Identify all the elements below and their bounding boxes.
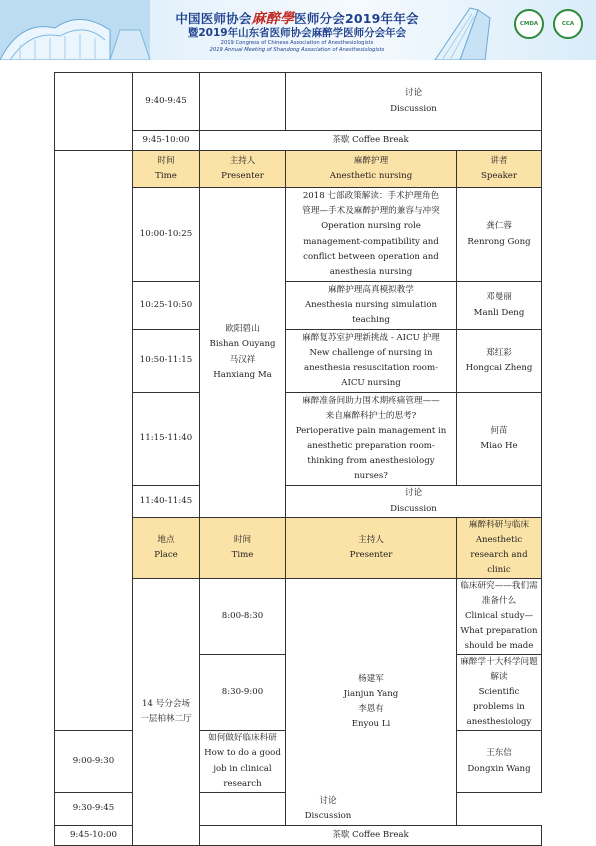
place-cell: 14 号分会场 一层柏林二厅 — [133, 579, 200, 845]
speaker-cell: 何苗 Miao He — [457, 393, 542, 486]
time-cell: 10:25-10:50 — [133, 282, 200, 330]
header-topic: 麻醉科研与临床 Anesthetic research and clinic — [457, 518, 542, 579]
session-header-row — [55, 151, 542, 188]
time-cell: 11:15-11:40 — [133, 393, 200, 486]
discussion-cell: 讨论 Discussion — [200, 792, 457, 825]
header-presenter: 主持人 Presenter — [200, 151, 286, 188]
chairs-cell: 欧阳碧山 Bishan Ouyang 马汉祥 Hanxiang Ma — [200, 188, 286, 518]
header-time: 时间 Time — [133, 151, 200, 188]
cmda-logo: CMDA — [514, 9, 544, 39]
tea-break-cell: 茶歇 Coffee Break — [200, 825, 542, 845]
schedule-table — [54, 72, 542, 846]
topic-cell: 2018 七部政策解读：手术护理角色 管理—手术及麻醉护理的兼容与冲突 Operation nursing role management-compatibility and conflict between operation and anesthesia nursing — [286, 188, 457, 282]
conference-banner — [0, 0, 596, 60]
banner-english-line1: 2019 Congress of Chinese Association of Anesthesiologists — [220, 40, 374, 46]
topic-cell: 麻醉护理高真模拟教学 Anesthesia nursing simulation teaching — [286, 282, 457, 330]
time-cell: 9:30-9:45 — [55, 792, 133, 825]
discussion-cell: 讨论 Discussion — [286, 73, 542, 131]
time-cell: 9:00-9:30 — [55, 731, 133, 792]
chairs-cell: 杨建军 Jianjun Yang 李恩有 Enyou Li — [286, 579, 457, 825]
header-time: 时间 Time — [200, 518, 286, 579]
time-cell: 10:00-10:25 — [133, 188, 200, 282]
table-row — [55, 73, 542, 131]
header-presenter: 主持人 Presenter — [286, 518, 457, 579]
banner-english-line2: 2019 Annual Meeting of Shandong Association of Anesthesiologists — [209, 47, 385, 53]
header-speaker: 讲者 Speaker — [457, 151, 542, 188]
topic-cell: 麻醉复苏室护理新挑战 - AICU 护理 New challenge of nursing in anesthesia resuscitation room- AICU nursing — [286, 330, 457, 393]
topic-cell: 麻醉学十大科学问题解读 Scientific problems in anesthesiology — [457, 655, 542, 731]
banner-subtitle: 暨2019年山东省医师协会麻醉学医师分会年会 — [187, 27, 407, 39]
speaker-cell: 郑红彩 Hongcai Zheng — [457, 330, 542, 393]
place-cell-empty — [55, 151, 133, 731]
tea-break-cell: 茶歇 Coffee Break — [200, 131, 542, 151]
time-cell: 9:45-10:00 — [133, 131, 200, 151]
topic-cell: 临床研究——我们需准备什么 Clinical study—What preparation should be made — [457, 579, 542, 655]
discussion-cell: 讨论 Discussion — [286, 486, 542, 518]
table-row — [55, 792, 542, 825]
convention-center-illustration — [0, 0, 150, 60]
header-topic: 麻醉护理 Anesthetic nursing — [286, 151, 457, 188]
time-cell: 8:30-9:00 — [200, 655, 286, 731]
time-cell: 9:45-10:00 — [55, 825, 133, 845]
topic-cell: 如何做好临床科研 How to do a good job in clinical research — [200, 731, 286, 792]
presenter-cell-empty — [200, 73, 286, 131]
banner-title: 中国医师协会麻醉學医师分会2019年年会 — [175, 11, 419, 27]
speaker-cell: 龚仁蓉 Renrong Gong — [457, 188, 542, 282]
place-cell-empty — [55, 73, 133, 151]
time-cell: 9:40-9:45 — [133, 73, 200, 131]
topic-cell: 麻醉准备间助力围术期疼痛管理—— 来自麻醉科护士的思考? Perioperative pain management in anesthetic preparation room- thinking from anesthesiology nurses? — [286, 393, 457, 486]
cca-logo: CCA — [553, 9, 583, 39]
time-cell: 10:50-11:15 — [133, 330, 200, 393]
speaker-cell: 邓曼丽 Manli Deng — [457, 282, 542, 330]
speaker-cell: 王东信 Dongxin Wang — [457, 731, 542, 792]
table-row — [55, 825, 542, 845]
header-place: 地点 Place — [133, 518, 200, 579]
time-cell: 11:40-11:45 — [133, 486, 200, 518]
time-cell: 8:00-8:30 — [200, 579, 286, 655]
tower-illustration — [430, 0, 510, 60]
